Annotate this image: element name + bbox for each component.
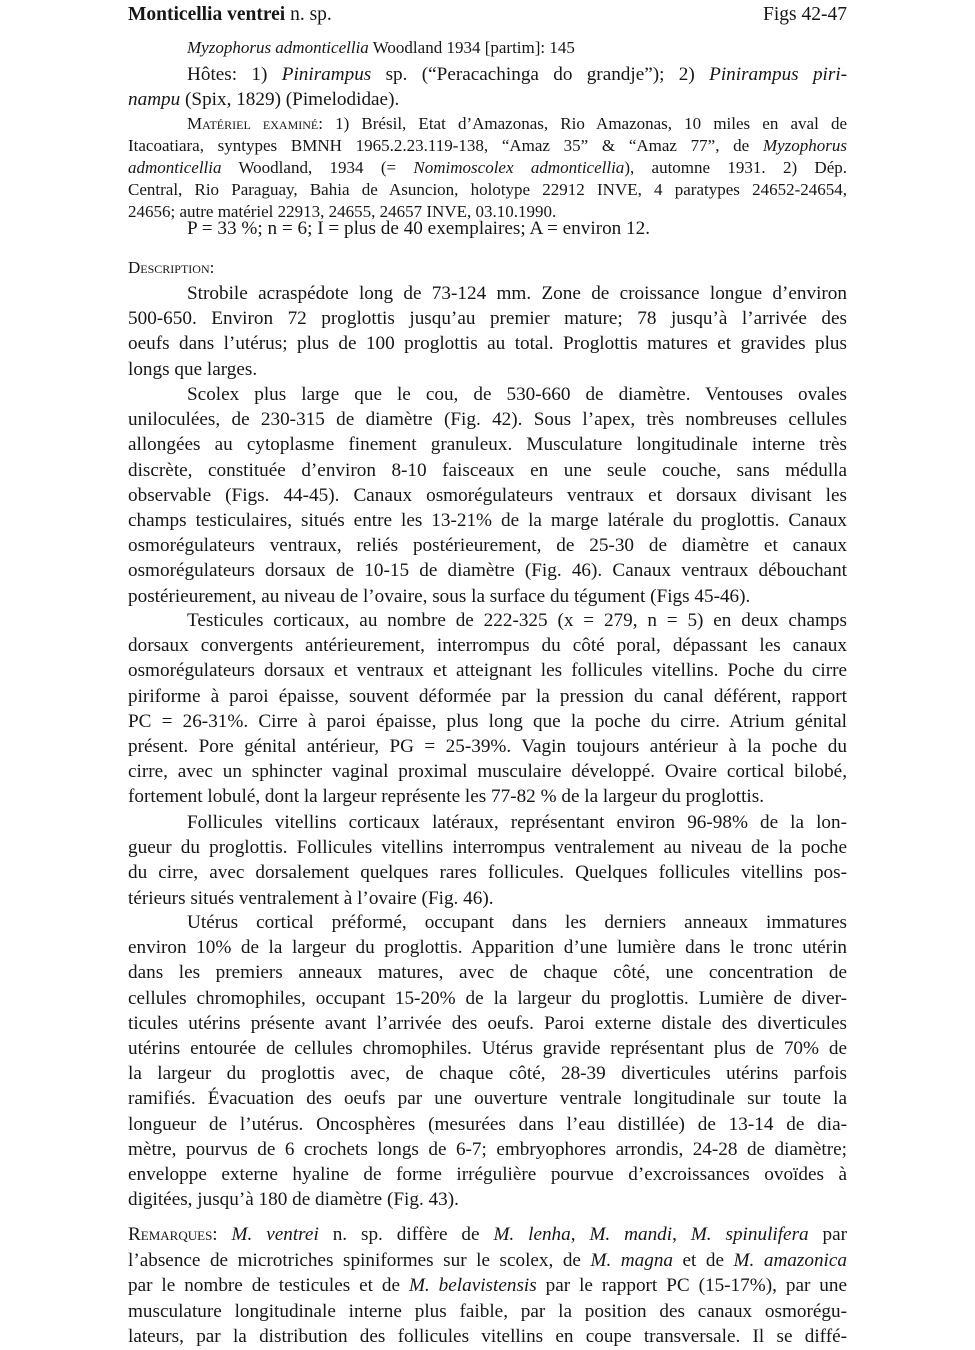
text-run: ), automne 1931. 2) Dép. xyxy=(624,158,848,177)
remarks-line-2 xyxy=(128,1248,847,1273)
description-paragraph-5-line: la largeur du proglottis avec, de chaque côté, 28-39 diverticules utérins parfois xyxy=(128,1063,847,1085)
italic-text: nampu xyxy=(128,89,181,110)
remarks-line-3 xyxy=(128,1273,847,1298)
text-run: (Spix, 1829) (Pimelodidae). xyxy=(185,89,400,110)
description-paragraph-5-line: environ 10% de la largeur du proglottis. Apparition d’une lumière dans le tronc utérin xyxy=(128,937,847,959)
text-run: Hôtes: xyxy=(187,64,238,85)
text-run: et de xyxy=(673,1250,734,1271)
prevalence-stats: P = 33 %; n = 6; I = plus de 40 exemplaires; A = environ 12. xyxy=(187,218,651,239)
italic-text: Myzophorus xyxy=(762,136,848,155)
material-label: Matériel examiné: xyxy=(187,114,323,133)
material-line-1 xyxy=(187,113,847,135)
description-label: Description: xyxy=(128,258,215,277)
text-run: 1) xyxy=(251,64,268,85)
description-paragraph-2-line: uniloculées, de 230-315 de diamètre (Fig. 42). Sous l’apex, très nombreuses cellules xyxy=(128,409,847,431)
hosts-line-2 xyxy=(128,87,847,112)
remarks-line-5: lateurs, par la distribution des follicules vitellins en coupe transversale. Il se diffé- xyxy=(128,1326,847,1347)
synonym-line xyxy=(187,37,847,59)
text-run: par le rapport PC (15-17%), par une xyxy=(536,1275,847,1296)
text-run: Itacoatiara, syntypes BMNH 1965.2.23.119-138, “Amaz 35” & “Amaz 77”, de xyxy=(128,136,750,155)
description-paragraph-2-line: champs testiculaires, situés entre les 13-21% de la marge latérale du proglottis. Canaux xyxy=(128,510,847,531)
description-paragraph-5-line: ramifiés. Évacuation des oeufs par une ouverture ventrale longitudinale sur toute la xyxy=(128,1088,847,1110)
text-run: , xyxy=(672,1224,691,1245)
material-line-3 xyxy=(128,157,847,179)
description-paragraph-2-line: osmorégulateurs dorsaux de 10-15 de diamètre (Fig. 46). Canaux ventraux débouchant xyxy=(128,560,847,582)
description-paragraph-4-line: térieurs situés ventralement à l’ovaire (Fig. 46). xyxy=(128,887,494,909)
text-run: , xyxy=(570,1224,590,1245)
remarks-label: Remarques: xyxy=(128,1224,218,1245)
italic-text: M. mandi xyxy=(589,1224,673,1245)
italic-text: Pinirampus xyxy=(281,64,372,85)
description-paragraph-3-line: cirre, avec un sphincter vaginal proximal musculaire développé. Ovaire cortical bilobé, xyxy=(128,761,847,783)
description-paragraph-5-line: mètre, pourvus de 6 crochets longs de 6-7; embryophores arrondis, 24-28 de diamètre; xyxy=(128,1138,847,1160)
description-paragraph-5-line: digitées, jusqu’à 180 de diamètre (Fig. 43). xyxy=(128,1189,459,1211)
species-suffix: n. sp. xyxy=(290,4,332,25)
description-paragraph-3-line: osmorégulateurs dorsaux et ventraux et atteignant les follicules vitellins. Poche du cirre xyxy=(128,660,847,682)
description-paragraph-2-line: osmorégulateurs ventraux, reliés postérieurement, de 25-30 de diamètre et canaux xyxy=(128,535,847,557)
italic-text: M. belavistensis xyxy=(408,1275,537,1296)
description-paragraph-5-line: enveloppe externe hyaline de forme irrégulière pourvue d’excroissances ovoïdes à xyxy=(128,1164,847,1185)
description-paragraph-1-line: 500-650. Environ 72 proglottis jusqu’au premier mature; 78 jusqu’à l’arrivée des xyxy=(128,308,847,330)
description-paragraph-5-line: ticules utérins présente avant l’arrivée des oeufs. Paroi externe distale des diverticules xyxy=(128,1012,847,1034)
description-paragraph-5-line: Utérus cortical préformé, occupant dans les derniers anneaux immatures xyxy=(187,912,847,933)
text-run: sp. (“Peracachinga do grandje”); xyxy=(385,64,665,85)
text-run: par le nombre de testicules et de xyxy=(128,1275,409,1296)
description-paragraph-2-line: allongées au cytoplasme finement granuleux. Musculature longitudinale interne très xyxy=(128,434,847,456)
italic-text: admonticellia xyxy=(128,158,222,177)
italic-text: M. magna xyxy=(590,1250,674,1271)
material-line-2 xyxy=(128,135,847,157)
text-run: 2) xyxy=(678,64,695,85)
figure-reference: Figs 42-47 xyxy=(763,4,847,25)
description-paragraph-3-line: PC = 26-31%. Cirre à paroi épaisse, plus long que la poche du cirre. Atrium génital xyxy=(128,710,847,732)
material-line-4: Central, Rio Paraguay, Bahia de Asuncion, holotype 22912 INVE, 4 paratypes 24652-24654, xyxy=(128,180,847,199)
hosts-line-1 xyxy=(187,62,847,87)
material-line-5: 24656; autre matériel 22913, 24655, 24657 INVE, 03.10.1990. xyxy=(128,202,557,221)
description-paragraph-1-line: Strobile acraspédote long de 73-124 mm. Zone de croissance longue d’environ xyxy=(187,283,847,304)
italic-text: M. amazonica xyxy=(733,1250,847,1271)
description-paragraph-4-line: du cirre, avec dorsalement quelques rares follicules. Quelques follicules vitellins pos- xyxy=(128,862,847,884)
description-paragraph-3-line: présent. Pore génital antérieur, PG = 25-39%. Vagin toujours antérieur à la poche du xyxy=(128,736,847,757)
italic-text: M. ventrei xyxy=(231,1224,319,1245)
text-run: par xyxy=(808,1224,848,1245)
text-run: Woodland, 1934 (= xyxy=(238,158,397,177)
italic-text: Nomimoscolex admonticellia xyxy=(413,158,625,177)
remarks-line-1 xyxy=(128,1222,847,1247)
synonym-taxon: Myzophorus admonticellia xyxy=(187,38,369,57)
description-paragraph-3-line: fortement lobulé, dont la largeur représente les 77-82 % de la largeur du proglottis. xyxy=(128,786,765,808)
italic-text: Pinirampus piri- xyxy=(709,64,848,85)
text-run: n. sp. diffère de xyxy=(318,1224,494,1245)
description-paragraph-5-line: longueur de l’utérus. Oncosphères (mesurées dans l’eau distillée) de 13-14 de dia- xyxy=(128,1113,847,1135)
description-paragraph-3-line: dorsaux convergents antérieurement, interrompus du côté poral, dépassant les canaux xyxy=(128,635,847,657)
description-paragraph-5-line: cellules chromophiles, occupant 15-20% de la largeur du proglottis. Lumière de diver- xyxy=(128,987,847,1009)
species-name: Monticellia ventrei xyxy=(128,4,286,25)
description-paragraph-2-line: postérieurement, au niveau de l’ovaire, sous la surface du tégument (Figs 45-46). xyxy=(128,585,751,607)
description-paragraph-2-line: discrète, constituée d’environ 8-10 faisceaux en une seule couche, sans médulla xyxy=(128,459,847,481)
description-paragraph-4-line: Follicules vitellins corticaux latéraux, représentant environ 96-98% de la lon- xyxy=(187,812,847,833)
italic-text: M. spinulifera xyxy=(690,1224,809,1245)
description-paragraph-2-line: observable (Figs. 44-45). Canaux osmorégulateurs ventraux et dorsaux divisant les xyxy=(128,484,847,506)
text-run: 1) Brésil, Etat d’Amazonas, Rio Amazonas, 10 miles en aval de xyxy=(335,114,848,133)
italic-text: M. lenha xyxy=(493,1224,571,1245)
species-heading xyxy=(128,2,847,27)
remarks-line-4: musculature longitudinale interne plus faible, par la position des canaux osmorégu- xyxy=(128,1301,847,1322)
synonym-citation: Woodland 1934 [partim]: 145 xyxy=(372,38,575,57)
description-paragraph-4-line: gueur du proglottis. Follicules vitellins interrompus ventralement au niveau de la poche xyxy=(128,837,847,859)
description-paragraph-3-line: piriforme à paroi épaisse, souvent déformée par la pression du canal déférent, rapport xyxy=(128,685,847,707)
description-paragraph-1-line: oeufs dans l’utérus; plus de 100 proglottis au total. Proglottis matures et gravides plus xyxy=(128,333,847,355)
description-paragraph-5-line: utérins entourée de cellules chromophiles. Utérus gravide représentant plus de 70% de xyxy=(128,1038,847,1059)
description-paragraph-3-line: Testicules corticaux, au nombre de 222-325 (x = 279, n = 5) en deux champs xyxy=(187,610,847,631)
description-paragraph-5-line: dans les premiers anneaux matures, avec de chaque côté, une concentration de xyxy=(128,962,847,984)
text-run: l’absence de microtriches spiniformes sur le scolex, de xyxy=(128,1250,591,1271)
description-paragraph-1-line: longs que larges. xyxy=(128,358,258,380)
description-paragraph-2-line: Scolex plus large que le cou, de 530-660 de diamètre. Ventouses ovales xyxy=(187,384,847,405)
